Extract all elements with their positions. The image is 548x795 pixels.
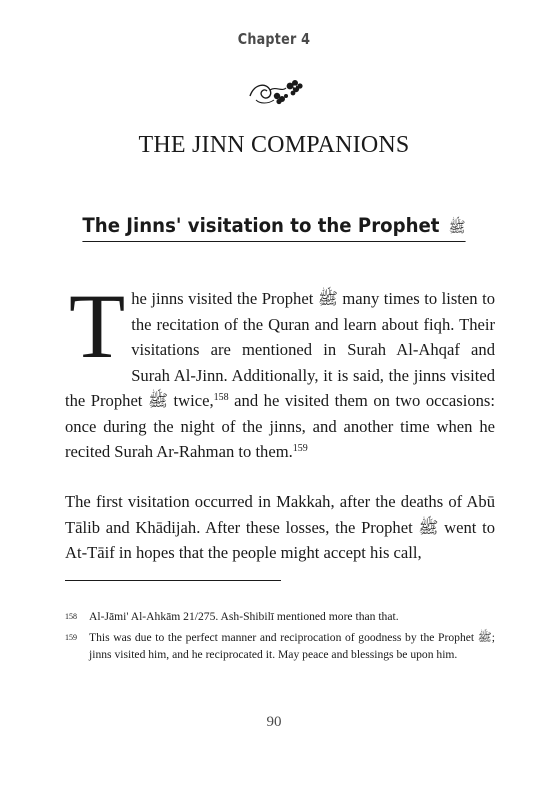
chapter-title: THE JINN COMPANIONS (138, 132, 410, 158)
floral-ornament-icon (246, 74, 306, 108)
footnote-number: 158 (65, 612, 77, 621)
footnote-ref-158[interactable]: 158 (213, 392, 229, 403)
page-number: 90 (266, 714, 282, 730)
footnotes (65, 608, 495, 667)
paragraph-1-text-b: and he visited them on two occasions: once during the night of the jinns, and another time when he recited Surah Ar-Rahman to them. (65, 391, 495, 461)
section-heading-label: The Jinns' visitation to the Prophet (82, 214, 440, 237)
footnote-text: This was due to the perfect manner and reciprocation of goodness by the Prophet ﷺ; jinns visited him, and he reciprocated it. May peace and blessings be upon him. (89, 631, 495, 661)
footnote-ref-159[interactable]: 159 (292, 443, 308, 454)
section-heading (0, 214, 548, 242)
section-heading-text (82, 214, 465, 242)
footnote-158 (65, 608, 495, 625)
footnote-159 (65, 629, 495, 663)
chapter-label: Chapter 4 (237, 30, 311, 48)
footnote-divider (65, 580, 281, 581)
drop-cap: T (69, 275, 126, 377)
paragraph-2 (65, 489, 495, 566)
paragraph-1-text-a: he jinns visited the Prophet ﷺ many times to listen to the recitation of the Quran and learn about fiqh. Their visitations are mentioned in Surah Al-Ahqaf and Surah Al-Jinn. Additionally, it is said, the jinns visited the Prophet ﷺ twice, (65, 289, 495, 410)
paragraph-2-text: The first visitation occurred in Makkah, after the deaths of Abū Tālib and Khādijah. After these losses, the Prophet ﷺ went to At-Tāif in hopes that the people might accept his call, (65, 492, 495, 562)
footnote-number: 159 (65, 633, 77, 642)
salawat-glyph: ﷺ (448, 218, 466, 236)
footnote-text: Al-Jāmi' Al-Ahkām 21/275. Ash-Shibilī mentioned more than that. (89, 610, 399, 623)
paragraph-1 (65, 275, 495, 465)
